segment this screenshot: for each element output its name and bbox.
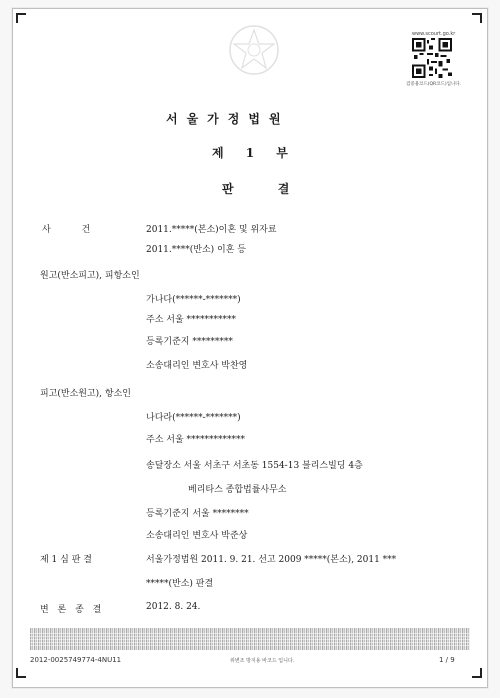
barcode-note: 위변조 방지용 바코드 입니다.: [230, 658, 295, 664]
document-code: 2012-0025749774-4NU11: [30, 656, 122, 664]
crop-mark-top-left: [16, 13, 26, 23]
plaintiff-role: 원고(반소피고), 피항소인: [40, 271, 140, 281]
crop-mark-bottom-right: [472, 668, 482, 678]
defendant-service-address: 송달장소 서울 서초구 서초동 1554-13 블리스빌딩 4층: [146, 461, 363, 471]
qr-url: www.scourt.go.kr: [412, 31, 456, 37]
crop-mark-top-right: [472, 13, 482, 23]
defendant-law-firm: 베리타스 종합법률사무소: [188, 485, 287, 495]
page-number: 1 / 9: [439, 656, 455, 664]
court-name: 서울가정법원: [166, 112, 290, 126]
defendant-registry: 등록기준지 서울 ********: [146, 509, 249, 519]
qr-code-icon: [412, 38, 452, 78]
first-instance-judgment-cont: *****(반소) 판결: [146, 579, 214, 589]
closing-label: 변 론 종 결: [40, 605, 105, 615]
division: 제 1 부: [212, 146, 297, 160]
crop-mark-bottom-left: [16, 668, 26, 678]
defendant-address: 주소 서울 *************: [146, 435, 245, 445]
case-number-main: 2011.*****(본소)이혼 및 위자료: [146, 225, 277, 235]
defendant-name: 나다라(******-*******): [146, 413, 241, 423]
plaintiff-address: 주소 서울 ***********: [146, 315, 236, 325]
plaintiff-name: 가나다(******-*******): [146, 295, 241, 305]
plaintiff-registry: 등록기준지 *********: [146, 337, 233, 347]
plaintiff-counsel: 소송대리인 변호사 박찬영: [146, 361, 248, 371]
defendant-counsel: 소송대리인 변호사 박준상: [146, 531, 248, 541]
barcode-texture: [30, 632, 470, 646]
qr-caption: 검증용코드(QR코드)입니다.: [406, 82, 462, 87]
defendant-role: 피고(반소원고), 항소인: [40, 389, 131, 399]
first-instance-judgment: 서울가정법원 2011. 9. 21. 선고 2009 *****(본소), 2011 ***: [146, 555, 397, 565]
court-seal-watermark-icon: [228, 24, 280, 76]
case-number-counter: 2011.****(반소) 이혼 등: [146, 245, 246, 255]
closing-date: 2012. 8. 24.: [146, 602, 201, 612]
document-type: 판 결: [222, 182, 310, 196]
case-label: 사 건: [42, 225, 105, 235]
first-instance-label: 제 1 심 판 결: [40, 555, 92, 565]
